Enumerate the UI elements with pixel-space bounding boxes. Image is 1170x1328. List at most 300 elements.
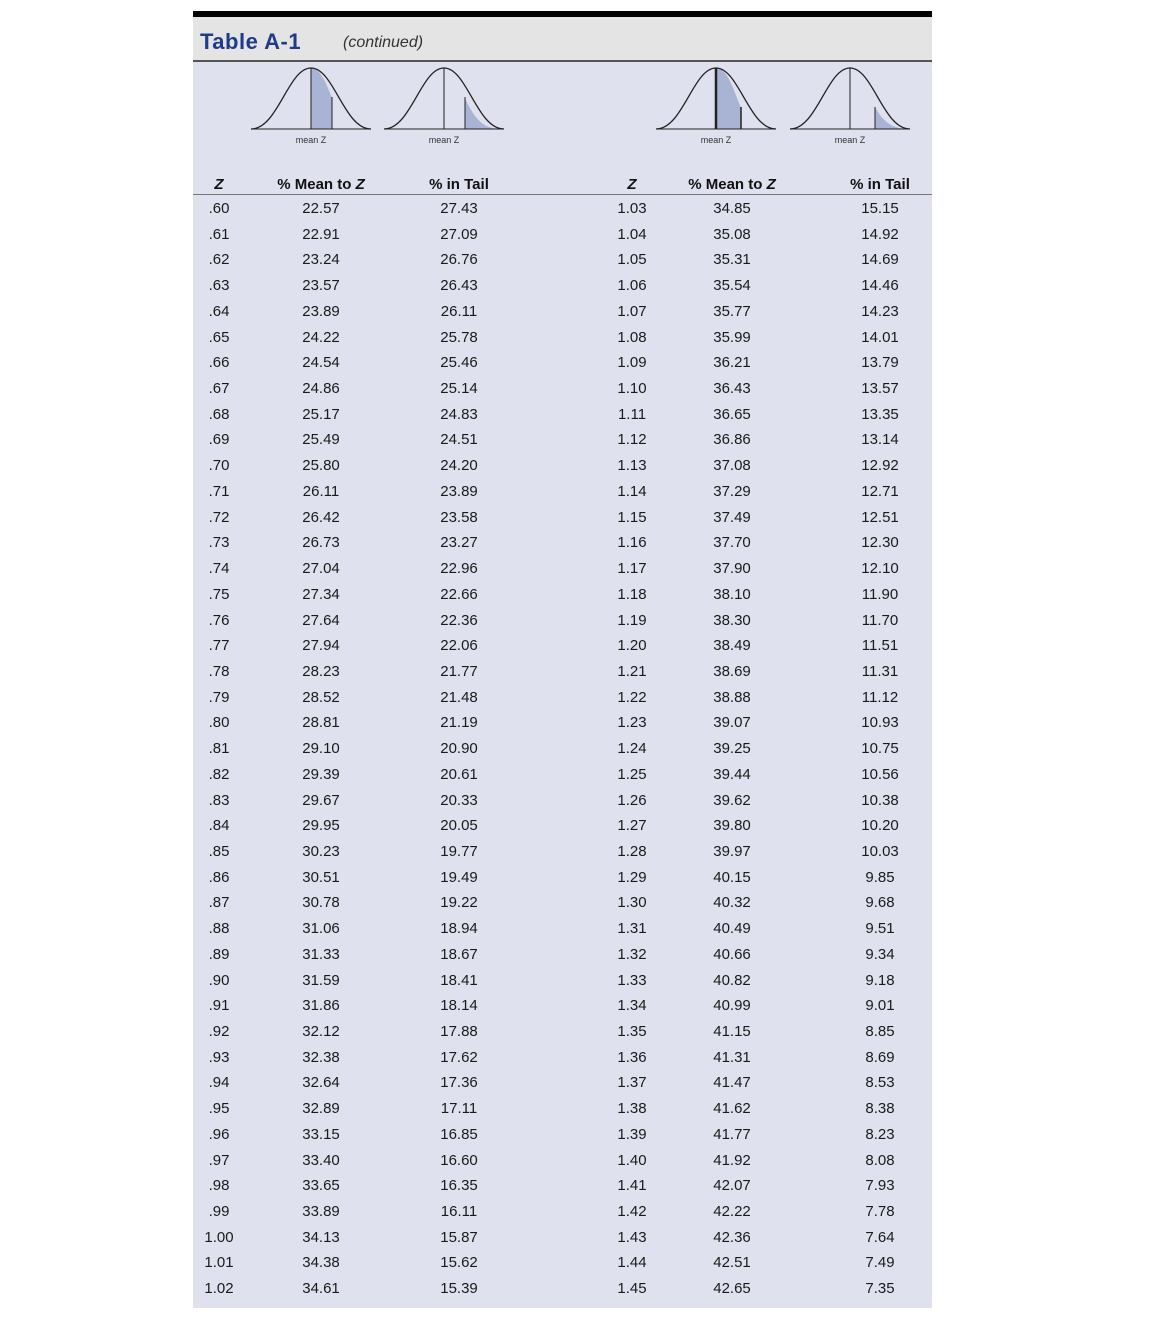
cell-in-tail: 12.10 [861,560,899,578]
cell-z: 1.10 [617,380,647,398]
cell-in-tail: 18.67 [440,945,478,963]
table-row [193,377,932,403]
cell-z: 1.27 [617,817,647,835]
table-row [193,1200,932,1226]
cell-mean-to-z: 23.57 [302,277,340,295]
cell-mean-to-z: 37.49 [713,508,751,526]
cell-in-tail: 10.20 [861,817,899,835]
cell-in-tail: 9.34 [865,945,895,963]
cell-in-tail: 23.58 [440,508,478,526]
cell-mean-to-z: 22.57 [302,200,340,217]
cell-mean-to-z: 24.86 [302,380,340,398]
cell-mean-to-z: 37.29 [713,482,751,500]
cell-in-tail: 14.23 [861,302,899,320]
cell-z: 1.39 [617,1125,647,1143]
cell-mean-to-z: 40.66 [713,945,751,963]
cell-z: 1.30 [617,894,647,912]
table-row [193,454,932,480]
cell-in-tail: 25.14 [440,380,478,398]
cell-z: .97 [208,1151,230,1169]
cell-mean-to-z: 42.36 [713,1228,751,1246]
cell-in-tail: 17.62 [440,1048,478,1066]
cell-in-tail: 27.43 [440,200,478,217]
normal-curve-tail-icon [381,63,507,155]
svg-text:mean Z: mean Z [428,135,460,145]
cell-mean-to-z: 40.49 [713,920,751,938]
cell-in-tail: 8.08 [865,1151,895,1169]
cell-in-tail: 9.01 [865,997,895,1015]
table-row [193,943,932,969]
cell-in-tail: 8.53 [865,1074,895,1092]
cell-mean-to-z: 24.22 [302,328,340,346]
table-row [193,969,932,995]
cell-in-tail: 27.09 [440,225,478,243]
cell-in-tail: 12.71 [861,482,899,500]
cell-z: 1.08 [617,328,647,346]
cell-in-tail: 19.22 [440,894,478,912]
cell-in-tail: 17.88 [440,1023,478,1040]
cell-z: .77 [208,637,230,655]
cell-mean-to-z: 38.49 [713,637,751,655]
table-row [193,248,932,274]
cell-mean-to-z: 33.40 [302,1151,340,1169]
cell-mean-to-z: 36.21 [713,354,751,372]
header-z-left: Z [214,176,224,193]
cell-in-tail: 11.51 [861,637,899,655]
cell-mean-to-z: 27.34 [302,585,340,603]
cell-in-tail: 25.46 [440,354,478,372]
cell-in-tail: 14.01 [861,328,899,346]
cell-in-tail: 7.49 [865,1254,895,1272]
cell-mean-to-z: 38.69 [713,662,751,680]
cell-z: .96 [208,1125,230,1143]
cell-in-tail: 24.51 [440,431,478,449]
cell-in-tail: 12.30 [861,534,899,552]
cell-mean-to-z: 39.25 [713,740,751,758]
table-row [193,506,932,532]
cell-z: 1.11 [617,405,647,423]
cell-z: .93 [208,1048,230,1066]
cell-mean-to-z: 35.54 [713,277,751,295]
cell-z: 1.40 [617,1151,647,1169]
cell-mean-to-z: 26.11 [302,482,340,500]
cell-z: .65 [208,328,230,346]
cell-z: 1.42 [617,1203,647,1221]
cell-in-tail: 10.93 [861,714,899,732]
cell-in-tail: 22.36 [440,611,478,629]
cell-z: .68 [208,405,230,423]
cell-z: 1.05 [617,251,647,269]
table-row [193,1123,932,1149]
cell-mean-to-z: 28.23 [302,662,340,680]
table-row [193,403,932,429]
cell-z: 1.02 [204,1280,234,1298]
cell-in-tail: 20.90 [440,740,478,758]
cell-mean-to-z: 23.89 [302,302,340,320]
cell-z: 1.18 [617,585,647,603]
cell-mean-to-z: 34.38 [302,1254,340,1272]
header-mean-to-z-right: % Mean to Z [688,176,776,193]
cell-mean-to-z: 22.91 [302,225,340,243]
header-z-right: Z [627,176,637,193]
cell-mean-to-z: 29.67 [302,791,340,809]
cell-mean-to-z: 31.59 [302,971,340,989]
table-row [193,711,932,737]
svg-text:mean Z: mean Z [700,135,732,145]
cell-mean-to-z: 28.52 [302,688,340,706]
cell-in-tail: 15.15 [861,200,899,217]
table-row [193,789,932,815]
cell-mean-to-z: 35.08 [713,225,751,243]
cell-mean-to-z: 39.44 [713,765,751,783]
cell-mean-to-z: 38.30 [713,611,751,629]
cell-z: 1.29 [617,868,647,886]
cell-z: 1.21 [617,662,647,680]
cell-mean-to-z: 33.65 [302,1177,340,1195]
cell-z: .98 [208,1177,230,1195]
cell-mean-to-z: 28.81 [302,714,340,732]
cell-z: .66 [208,354,230,372]
table-row [193,1149,932,1175]
normal-curve-tail-icon [787,63,913,155]
cell-z: .81 [208,740,230,758]
table-title: Table A-1 [200,29,302,54]
header-in-tail-left: % in Tail [429,176,489,193]
table-row [193,737,932,763]
cell-mean-to-z: 41.77 [713,1125,751,1143]
cell-mean-to-z: 30.23 [302,842,340,860]
cell-z: .84 [208,817,230,835]
cell-mean-to-z: 25.17 [302,405,340,423]
cell-z: 1.33 [617,971,647,989]
cell-mean-to-z: 26.73 [302,534,340,552]
cell-in-tail: 13.14 [861,431,899,449]
cell-z: .70 [208,457,230,475]
cell-z: .74 [208,560,230,578]
cell-z: .86 [208,868,230,886]
cell-in-tail: 20.33 [440,791,478,809]
cell-in-tail: 7.93 [865,1177,895,1195]
cell-in-tail: 25.78 [440,328,478,346]
cell-z: .62 [208,251,230,269]
cell-z: .63 [208,277,230,295]
table-subtitle: (continued) [343,34,424,51]
cell-z: .72 [208,508,230,526]
cell-mean-to-z: 30.51 [302,868,340,886]
cell-mean-to-z: 33.15 [302,1125,340,1143]
cell-in-tail: 9.51 [865,920,895,938]
cell-in-tail: 9.18 [865,971,895,989]
cell-in-tail: 16.60 [440,1151,478,1169]
cell-in-tail: 8.38 [865,1100,895,1118]
cell-in-tail: 24.83 [440,405,478,423]
cell-z: 1.28 [617,842,647,860]
cell-z: .69 [208,431,230,449]
cell-in-tail: 14.46 [861,277,899,295]
cell-mean-to-z: 41.31 [713,1048,751,1066]
cell-z: 1.16 [617,534,647,552]
svg-text:mean Z: mean Z [834,135,866,145]
header-rule [193,194,932,195]
cell-mean-to-z: 29.10 [302,740,340,758]
cell-z: 1.45 [617,1280,647,1298]
cell-mean-to-z: 27.04 [302,560,340,578]
cell-z: 1.23 [617,714,647,732]
cell-mean-to-z: 37.90 [713,560,751,578]
cell-z: 1.06 [617,277,647,295]
cell-in-tail: 26.11 [440,302,478,320]
cell-in-tail: 16.11 [440,1203,478,1221]
cell-mean-to-z: 38.88 [713,688,751,706]
cell-in-tail: 23.89 [440,482,478,500]
table-row [193,1071,932,1097]
cell-z: .79 [208,688,230,706]
cell-z: 1.24 [617,740,647,758]
cell-z: .61 [208,225,230,243]
cell-mean-to-z: 40.15 [713,868,751,886]
cell-mean-to-z: 38.10 [713,585,751,603]
cell-mean-to-z: 32.64 [302,1074,340,1092]
cell-z: .92 [208,1023,230,1040]
cell-mean-to-z: 31.86 [302,997,340,1015]
cell-z: 1.15 [617,508,647,526]
table-row [193,428,932,454]
table-row [193,1251,932,1277]
table-row [193,557,932,583]
title-bar [193,17,932,62]
cell-z: 1.26 [617,791,647,809]
table-row [193,634,932,660]
cell-in-tail: 19.77 [440,842,478,860]
cell-mean-to-z: 35.77 [713,302,751,320]
cell-z: 1.37 [617,1074,647,1092]
cell-in-tail: 8.69 [865,1048,895,1066]
cell-z: 1.17 [617,560,647,578]
cell-z: 1.22 [617,688,647,706]
cell-in-tail: 15.87 [440,1228,478,1246]
cell-mean-to-z: 41.92 [713,1151,751,1169]
cell-z: 1.35 [617,1023,647,1040]
cell-z: 1.41 [617,1177,647,1195]
cell-in-tail: 16.85 [440,1125,478,1143]
table-row [193,840,932,866]
cell-mean-to-z: 41.47 [713,1074,751,1092]
table-row [193,326,932,352]
cell-z: .73 [208,534,230,552]
table-row [193,223,932,249]
cell-z: .67 [208,380,230,398]
cell-z: 1.43 [617,1228,647,1246]
cell-z: .89 [208,945,230,963]
table-row [193,1097,932,1123]
table-card [193,11,932,1308]
cell-mean-to-z: 41.62 [713,1100,751,1118]
cell-z: .78 [208,662,230,680]
cell-z: .75 [208,585,230,603]
cell-z: 1.34 [617,997,647,1015]
cell-z: .91 [208,997,230,1015]
cell-z: 1.20 [617,637,647,655]
cell-mean-to-z: 34.85 [713,200,751,217]
cell-mean-to-z: 32.38 [302,1048,340,1066]
cell-z: 1.36 [617,1048,647,1066]
cell-in-tail: 10.75 [861,740,899,758]
table-row [193,480,932,506]
cell-in-tail: 11.70 [861,611,899,629]
cell-in-tail: 16.35 [440,1177,478,1195]
cell-in-tail: 8.85 [865,1023,895,1040]
cell-in-tail: 20.05 [440,817,478,835]
cell-mean-to-z: 35.31 [713,251,751,269]
table-row [193,197,932,223]
table-row [193,866,932,892]
cell-mean-to-z: 37.70 [713,534,751,552]
table-row [193,686,932,712]
cell-z: .88 [208,920,230,938]
cell-z: .82 [208,765,230,783]
cell-z: .64 [208,302,230,320]
cell-in-tail: 7.64 [865,1228,895,1246]
cell-mean-to-z: 30.78 [302,894,340,912]
cell-mean-to-z: 40.82 [713,971,751,989]
cell-in-tail: 26.76 [440,251,478,269]
cell-z: .60 [208,200,230,217]
cell-in-tail: 10.38 [861,791,899,809]
table-row [193,1174,932,1200]
cell-in-tail: 13.35 [861,405,899,423]
cell-in-tail: 18.41 [440,971,478,989]
table-row [193,660,932,686]
cell-in-tail: 11.31 [861,662,899,680]
cell-in-tail: 18.14 [440,997,478,1015]
cell-mean-to-z: 31.06 [302,920,340,938]
cell-mean-to-z: 42.51 [713,1254,751,1272]
cell-mean-to-z: 42.07 [713,1177,751,1195]
table-row [193,763,932,789]
cell-mean-to-z: 32.89 [302,1100,340,1118]
cell-mean-to-z: 41.15 [713,1023,751,1040]
cell-mean-to-z: 33.89 [302,1203,340,1221]
cell-in-tail: 9.85 [865,868,895,886]
table-row [193,531,932,557]
header-in-tail-right: % in Tail [850,176,910,193]
cell-mean-to-z: 39.97 [713,842,751,860]
cell-mean-to-z: 35.99 [713,328,751,346]
cell-mean-to-z: 39.80 [713,817,751,835]
cell-z: .99 [208,1203,230,1221]
cell-in-tail: 11.90 [861,585,899,603]
cell-in-tail: 21.19 [440,714,478,732]
cell-in-tail: 10.03 [861,842,899,860]
cell-z: .94 [208,1074,230,1092]
cell-z: .80 [208,714,230,732]
svg-text:mean Z: mean Z [295,135,327,145]
cell-in-tail: 21.48 [440,688,478,706]
cell-in-tail: 22.96 [440,560,478,578]
cell-z: 1.31 [617,920,647,938]
cell-in-tail: 13.79 [861,354,899,372]
cell-in-tail: 11.12 [861,688,899,706]
table-row [193,917,932,943]
cell-mean-to-z: 27.64 [302,611,340,629]
cell-mean-to-z: 26.42 [302,508,340,526]
table-row [193,300,932,326]
cell-z: 1.07 [617,302,647,320]
cell-mean-to-z: 24.54 [302,354,340,372]
cell-z: .87 [208,894,230,912]
cell-mean-to-z: 31.33 [302,945,340,963]
cell-in-tail: 17.11 [440,1100,478,1118]
table-row [193,609,932,635]
cell-mean-to-z: 34.13 [302,1228,340,1246]
cell-in-tail: 12.51 [861,508,899,526]
table-row [193,274,932,300]
cell-mean-to-z: 23.24 [302,251,340,269]
cell-z: .83 [208,791,230,809]
cell-mean-to-z: 25.80 [302,457,340,475]
cell-z: 1.38 [617,1100,647,1118]
cell-z: 1.01 [204,1254,234,1272]
cell-in-tail: 7.78 [865,1203,895,1221]
cell-z: .90 [208,971,230,989]
cell-in-tail: 7.35 [865,1280,895,1298]
table-row [193,1046,932,1072]
cell-z: 1.03 [617,200,647,217]
cell-z: .76 [208,611,230,629]
cell-in-tail: 18.94 [440,920,478,938]
table-row [193,351,932,377]
cell-in-tail: 17.36 [440,1074,478,1092]
cell-mean-to-z: 40.99 [713,997,751,1015]
cell-in-tail: 8.23 [865,1125,895,1143]
cell-mean-to-z: 36.86 [713,431,751,449]
table-body [193,197,932,1303]
cell-mean-to-z: 25.49 [302,431,340,449]
cell-mean-to-z: 27.94 [302,637,340,655]
cell-z: 1.12 [617,431,647,449]
cell-in-tail: 15.62 [440,1254,478,1272]
cell-z: 1.14 [617,482,647,500]
cell-mean-to-z: 36.43 [713,380,751,398]
cell-in-tail: 20.61 [440,765,478,783]
table-row [193,994,932,1020]
cell-in-tail: 23.27 [440,534,478,552]
cell-in-tail: 15.39 [440,1280,478,1298]
cell-z: 1.04 [617,225,647,243]
cell-mean-to-z: 42.22 [713,1203,751,1221]
table-row [193,1226,932,1252]
cell-in-tail: 14.69 [861,251,899,269]
cell-z: 1.09 [617,354,647,372]
cell-mean-to-z: 39.62 [713,791,751,809]
table-row [193,814,932,840]
cell-mean-to-z: 32.12 [302,1023,340,1040]
table-row [193,583,932,609]
cell-in-tail: 24.20 [440,457,478,475]
cell-in-tail: 10.56 [861,765,899,783]
normal-curve-mean-to-z-icon [248,63,374,155]
cell-z: 1.13 [617,457,647,475]
cell-z: 1.00 [204,1228,234,1246]
normal-curve-mean-to-z-icon [653,63,779,155]
cell-z: .95 [208,1100,230,1118]
cell-in-tail: 12.92 [861,457,899,475]
cell-mean-to-z: 40.32 [713,894,751,912]
cell-in-tail: 19.49 [440,868,478,886]
table-row [193,891,932,917]
cell-z: 1.32 [617,945,647,963]
cell-z: .85 [208,842,230,860]
